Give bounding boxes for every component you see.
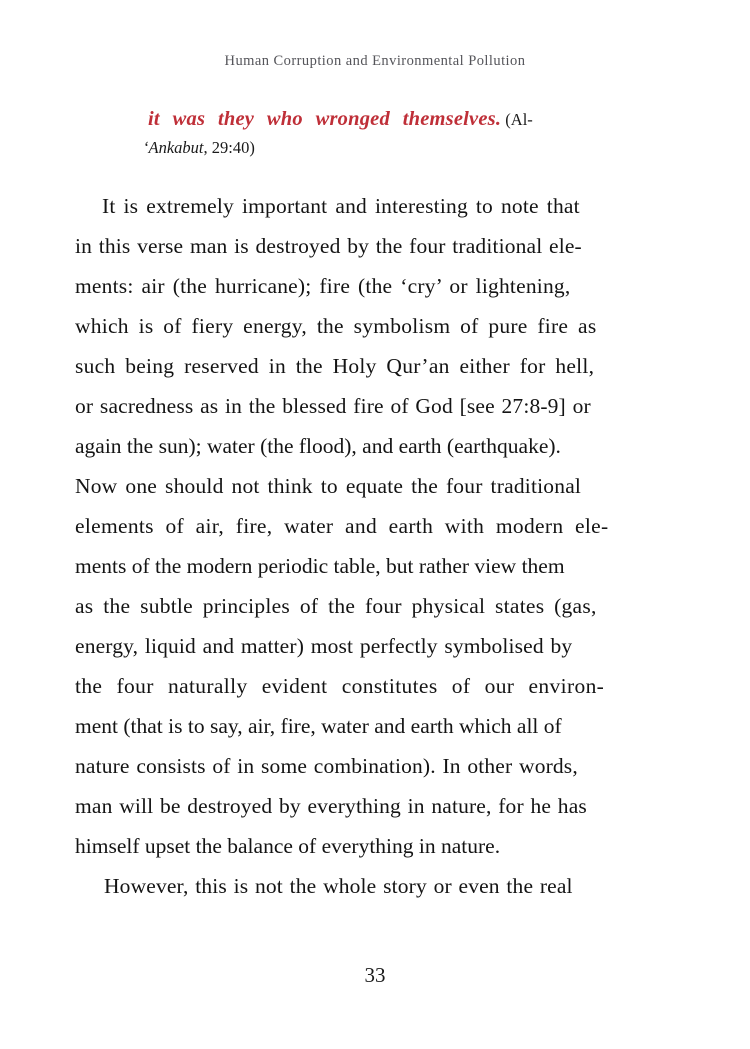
quotation-line-2 xyxy=(138,133,610,163)
quotation-block xyxy=(143,104,610,163)
quotation-source-name: ‘Ankabut xyxy=(143,138,204,157)
body-line: elements of air, fire, water and earth with modern ele- xyxy=(75,514,609,538)
quotation-citation-open: (Al- xyxy=(501,110,533,129)
body-line: the four naturally evident constitutes of our environ- xyxy=(75,674,605,698)
body-line: or sacredness as in the blessed fire of God [see 27:8-9] or xyxy=(75,394,591,418)
quotation-line-1 xyxy=(143,104,610,135)
body-line: It is extremely important and interesting to note that xyxy=(102,194,580,218)
quotation-source-reference: , 29:40) xyxy=(203,138,255,157)
body-line: which is of fiery energy, the symbolism of pure fire as xyxy=(75,314,597,338)
body-line: man will be destroyed by everything in nature, for he has xyxy=(75,794,587,818)
body-line: ment (that is to say, air, fire, water and earth which all of xyxy=(75,714,562,738)
page-number: 33 xyxy=(364,963,386,987)
body-line: However, this is not the whole story or even the real xyxy=(104,874,573,898)
body-line: nature consists of in some combination). In other words, xyxy=(75,754,578,778)
body-line: himself upset the balance of everything in nature. xyxy=(75,834,501,858)
body-line: again the sun); water (the flood), and earth (earthquake). xyxy=(75,434,561,458)
body-line: Now one should not think to equate the four traditional xyxy=(75,474,582,498)
body-line: in this verse man is destroyed by the four traditional ele- xyxy=(75,234,582,258)
running-header: Human Corruption and Environmental Pollution xyxy=(224,53,526,69)
body-line: energy, liquid and matter) most perfectly symbolised by xyxy=(75,634,573,658)
quotation-text: it was they who wronged themselves. xyxy=(148,108,502,130)
body-text xyxy=(75,186,679,906)
body-line: ments: air (the hurricane); fire (the ‘cry’ or lightening, xyxy=(75,274,571,298)
body-line: as the subtle principles of the four physical states (gas, xyxy=(75,594,597,618)
body-line: such being reserved in the Holy Qur’an either for hell, xyxy=(75,354,595,378)
body-line: ments of the modern periodic table, but rather view them xyxy=(75,554,565,578)
